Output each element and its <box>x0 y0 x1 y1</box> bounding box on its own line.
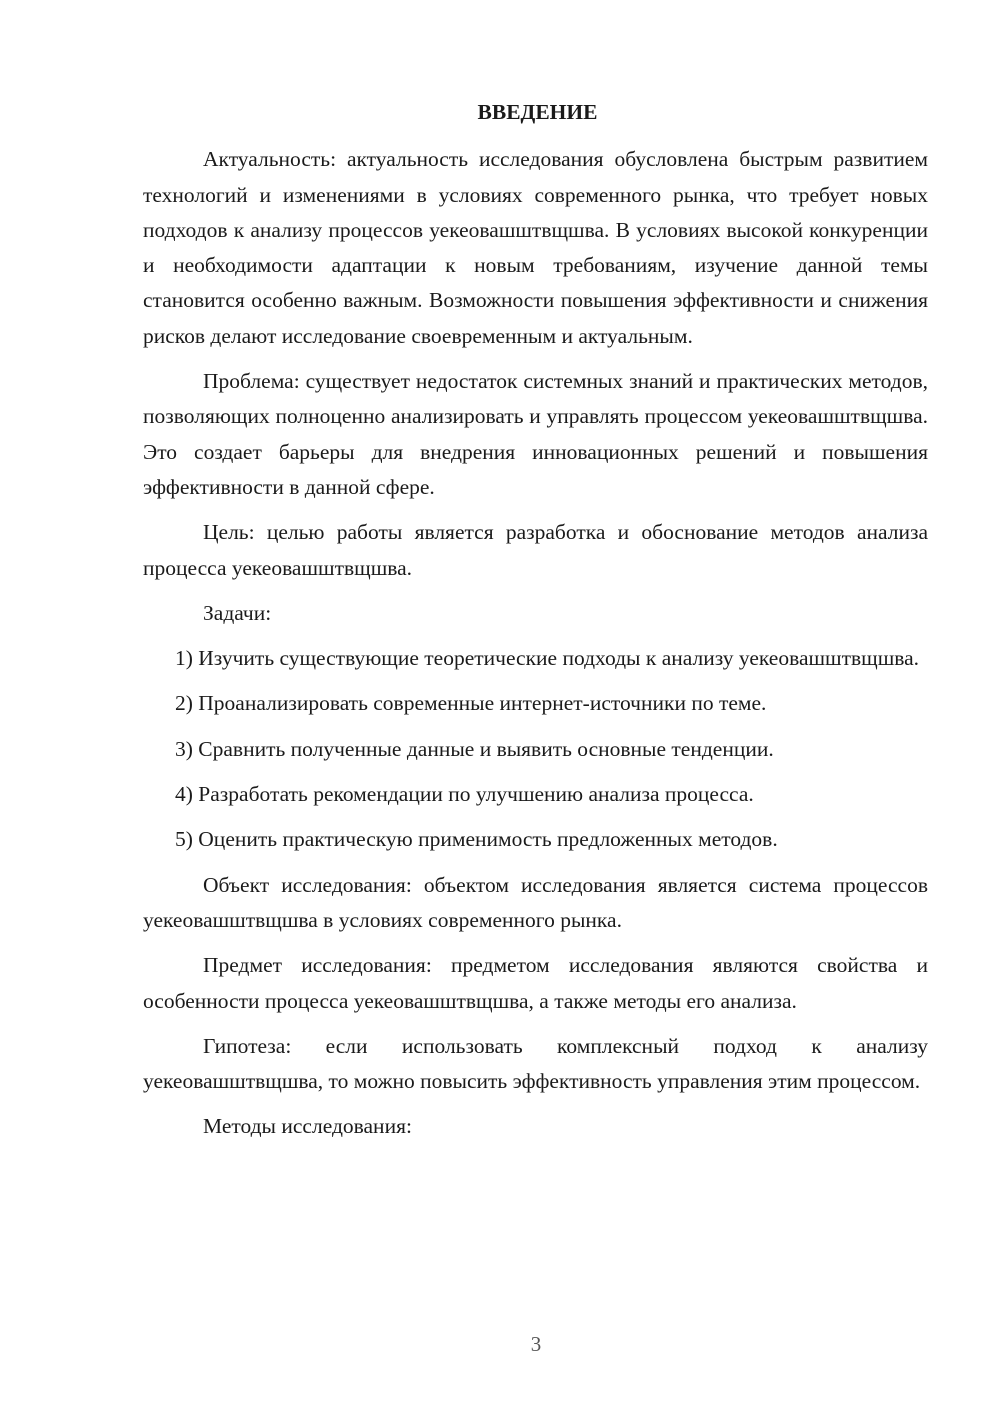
task-item: 2) Проанализировать современные интернет-источники по теме. <box>175 691 767 716</box>
page-content <box>143 95 928 1145</box>
paragraph-goal: Цель: целью работы является разработка и обоснование методов анализа процесса уекеовашштвщшва. <box>143 520 928 580</box>
paragraph-object: Объект исследования: объектом исследования является система процессов уекеовашштвщшва в условиях современного рынка. <box>143 872 928 932</box>
paragraph-tasks-title: Задачи: <box>203 600 272 625</box>
task-item: 3) Сравнить полученные данные и выявить основные тенденции. <box>175 736 774 761</box>
task-item: 1) Изучить существующие теоретические подходы к анализу уекеовашштвщшва. <box>175 646 920 671</box>
task-item: 5) Оценить практическую применимость предложенных методов. <box>175 827 778 852</box>
paragraph-problem: Проблема: существует недостаток системных знаний и практических методов, позволяющих полноценно анализировать и управлять процессом уекеовашштвщшва. Это создает барьеры для внедрения инновационных решений и повышения эффективности в данной сфере. <box>143 369 928 499</box>
paragraph-hypothesis: Гипотеза: если использовать комплексный подход к анализу уекеовашштвщшва, то можно повысить эффективность управления этим процессом. <box>143 1033 928 1094</box>
paragraph-methods: Методы исследования: <box>203 1114 412 1139</box>
paragraph-relevance: Актуальность: актуальность исследования обусловлена быстрым развитием технологий и изменениями в условиях современного рынка, что требует новых подходов к анализу процессов уекеовашштвщшва. В условиях высокой конкуренции и необходимости адаптации к новым требованиям, изучение данной темы становится особенно важным. Возможности повышения эффективности и снижения рисков делают исследование своевременным и актуальным. <box>143 147 928 348</box>
paragraph-subject: Предмет исследования: предметом исследования являются свойства и особенности процесса уекеовашштвщшва, а также методы его анализа. <box>143 953 928 1013</box>
section-heading: ВВЕДЕНИЕ <box>477 100 598 124</box>
task-item: 4) Разработать рекомендации по улучшению анализа процесса. <box>175 782 754 807</box>
page-number: 3 <box>530 1332 542 1356</box>
